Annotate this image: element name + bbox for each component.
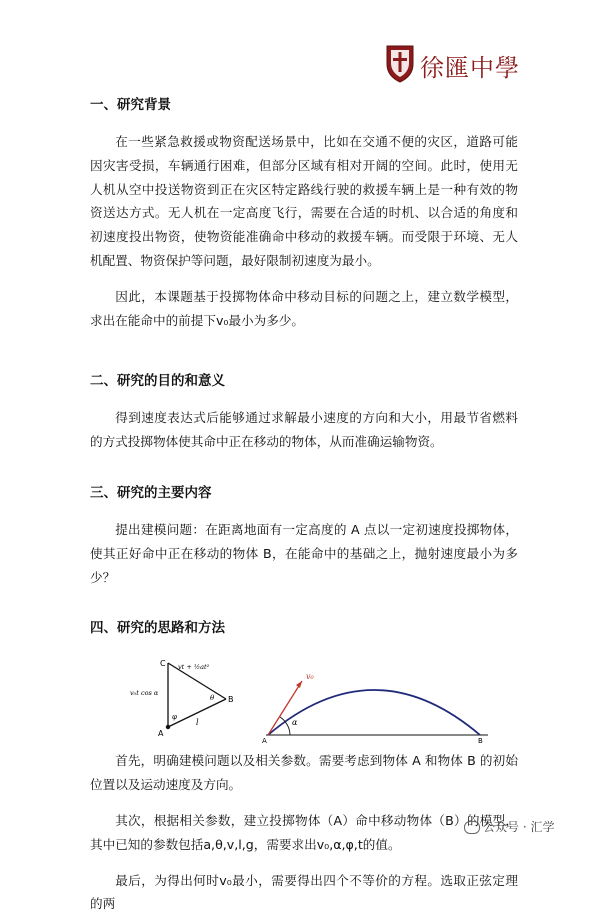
paragraph: 最后，为得出何时v₀最小，需要得出四个不等价的方程。选取正弦定理的两 [90, 872, 518, 912]
section-heading: 四、研究的思路和方法 [90, 620, 225, 637]
section-content [90, 482, 518, 589]
end-label: B [478, 737, 483, 744]
angle-a-label: φ [172, 713, 177, 722]
trajectory-diagram [262, 661, 492, 743]
triangle-diagram [130, 659, 240, 739]
point-a-label: A [158, 729, 164, 739]
wechat-icon [464, 821, 480, 834]
school-name: 徐匯中學 [420, 54, 520, 82]
point-b-label: B [228, 695, 234, 705]
velocity-arrowhead [296, 681, 302, 688]
point-c-label: C [160, 659, 166, 669]
section-heading: 二、研究的目的和意义 [90, 373, 225, 390]
figure-row [90, 653, 518, 749]
angle-alpha-label: α [292, 718, 298, 728]
velocity-label: v₀ [306, 672, 314, 682]
point-a-dot [166, 725, 170, 729]
start-label: A [262, 737, 267, 744]
paragraph: 得到速度表达式后能够通过求解最小速度的方向和大小，用最节省燃料的方式投掷物体使其命中正在移动的物体，从而准确运输物资。 [90, 410, 518, 450]
section-method [90, 617, 518, 916]
side-ab-label: l [196, 718, 199, 728]
section-purpose [90, 370, 518, 454]
paragraph: 提出建模问题：在距离地面有一定高度的 A 点以一定初速度投掷物体，使其正好命中正在移动的物体 B，在能命中的基础之上，抛射速度最小为多少？ [90, 521, 518, 585]
paragraph: 在一些紧急救援或物资配送场景中，比如在交通不便的灾区，道路可能因灾害受损，车辆通行困难，但部分区域有相对开阔的空间。此时，使用无人机从空中投送物资到正在灾区特定路线行驶的救援车辆上是一种有效的物资送达方式。无人机在一定高度飞行，需要在合适的时机、以合适的角度和初速度投出物资，使物资能准确命中移动的救援车辆。而受限于环境、无人机配置、物资保护等问题，最好限制初速度为最小。 [90, 134, 518, 268]
section-heading: 三、研究的主要内容 [90, 484, 212, 501]
side-cb-label: vt + ½at² [178, 663, 210, 672]
school-crest-icon [384, 42, 416, 84]
paragraph: 因此，本课题基于投掷物体命中移动目标的问题之上，建立数学模型，求出在能命中的前提下v₀最小为多少。 [90, 288, 518, 328]
section-background [90, 94, 518, 332]
angle-b-label: θ [210, 694, 215, 703]
side-ca-label: v₀t cos α [130, 689, 159, 698]
section-heading: 一、研究背景 [90, 97, 171, 113]
document-body [90, 82, 518, 916]
paragraph: 其次，根据相关参数，建立投掷物体（A）命中移动物体（B）的模型，其中已知的参数包括a,θ,v,l,g，需要求出v₀,α,φ,t的值。 [90, 812, 518, 852]
paragraph: 首先，明确建模问题以及相关参数。需要考虑到物体 A 和物体 B 的初始位置以及运动速度及方向。 [90, 753, 518, 793]
watermark-text: 公众号 · 汇学 [483, 820, 555, 834]
watermark [464, 818, 554, 835]
trajectory-arc [268, 690, 480, 735]
